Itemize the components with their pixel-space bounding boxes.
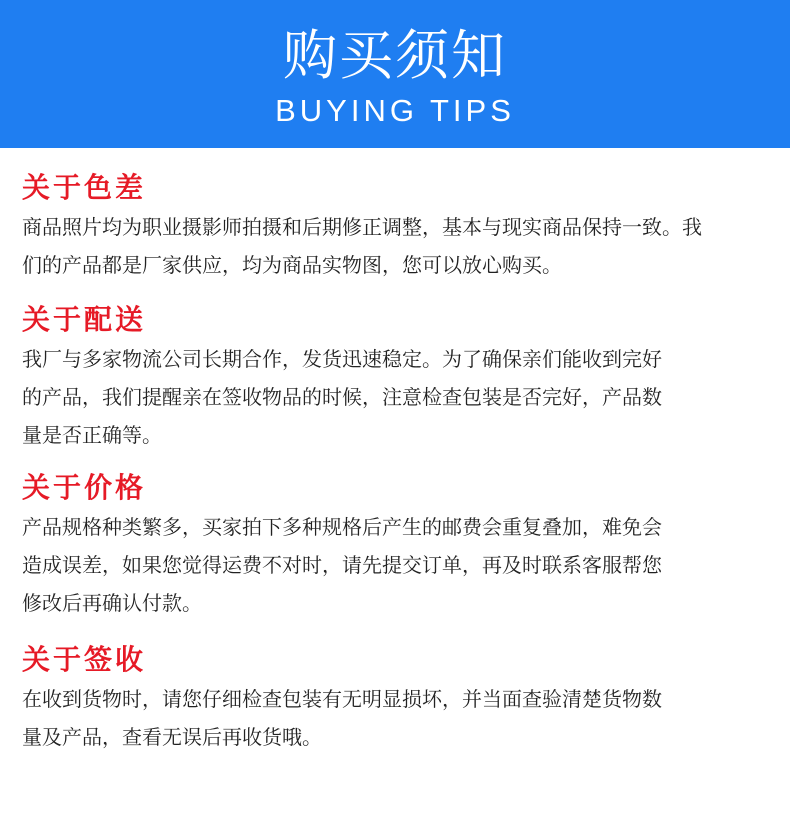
section-heading: 关于色差 [22, 171, 147, 204]
section-body: 我厂与多家物流公司长期合作，发货迅速稳定。为了确保亲们能收到完好 的产品，我们提醒亲在签收物品的时候，注意检查包装是否完好，产品数 量是否正确等。 [22, 347, 662, 447]
section-heading: 关于签收 [22, 643, 147, 676]
section-price [22, 470, 782, 622]
section-delivery [22, 302, 782, 454]
section-heading: 关于价格 [22, 471, 147, 504]
page-title: 购买须知 [283, 24, 507, 87]
section-receipt [22, 642, 782, 756]
section-color-difference [22, 170, 782, 284]
section-body: 产品规格种类繁多，买家拍下多种规格后产生的邮费会重复叠加，难免会 造成误差，如果您觉得运费不对时，请先提交订单，再及时联系客服帮您 修改后再确认付款。 [22, 515, 662, 615]
header-banner [0, 0, 790, 148]
section-heading: 关于配送 [22, 303, 147, 336]
page-subtitle: BUYING TIPS [275, 93, 515, 128]
section-body: 商品照片均为职业摄影师拍摄和后期修正调整，基本与现实商品保持一致。我 们的产品都是厂家供应，均为商品实物图，您可以放心购买。 [22, 215, 702, 277]
section-body: 在收到货物时，请您仔细检查包装有无明显损坏，并当面查验清楚货物数 量及产品，查看无误后再收货哦。 [22, 687, 662, 749]
